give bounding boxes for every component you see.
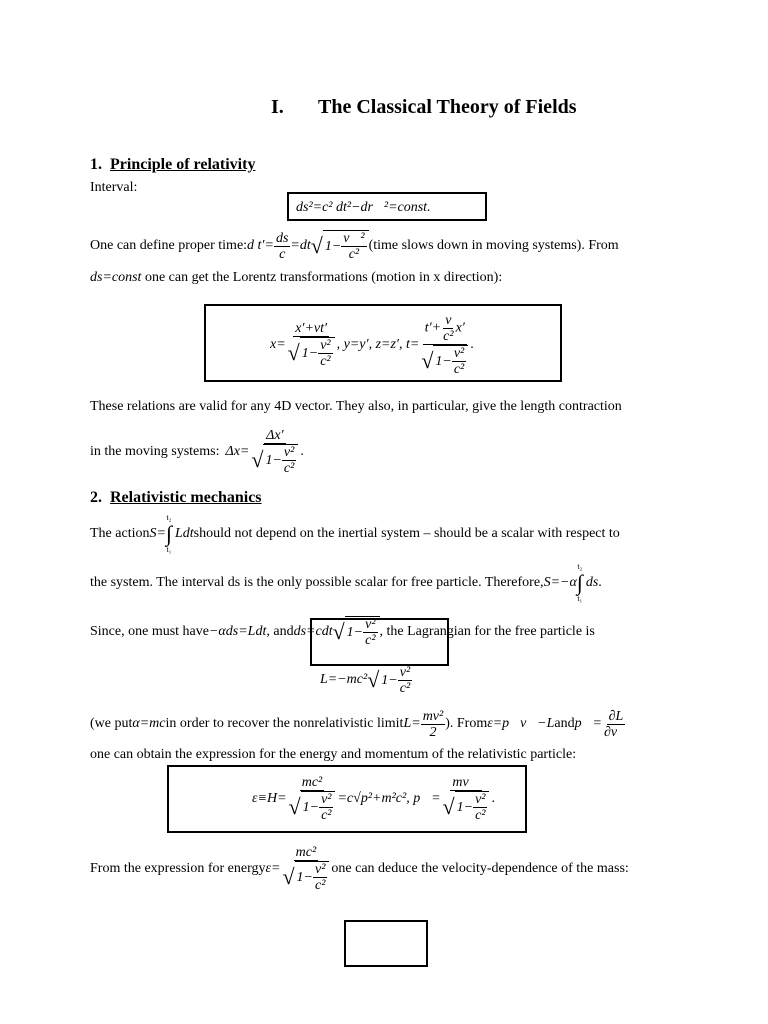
lorentz-yzt: , y=y′, z=z′, t= — [336, 337, 420, 352]
energy-momentum-intro: one can obtain the expression for the energy and momentum of the relativistic particle: — [90, 747, 577, 762]
mass-velocity-paragraph — [90, 836, 629, 902]
nonrel-mid: in order to recover the nonrelativistic limit — [165, 716, 404, 731]
mass-lead: From the expression for energy — [90, 861, 266, 876]
scalar-paragraph — [90, 560, 602, 606]
lagrangian-eq2: ds=cdt — [293, 624, 333, 639]
proper-time-lead: One can define proper time: — [90, 238, 248, 253]
length-lhs: Δx= — [225, 444, 250, 459]
ds-over-c: $\frac{ds}{c}$ — [275, 230, 289, 262]
lagrangian-sqrt: √ 1− $\frac{\text{v²}}{\text{c²}}$ — [333, 616, 380, 648]
momentum-def: p⃗= — [574, 716, 602, 731]
section-1-heading — [90, 156, 255, 174]
mass-tail: one can deduce the velocity-dependence of the mass: — [331, 861, 629, 876]
action-integral: t₂ ∫ t₁ — [165, 513, 172, 554]
nonrelativistic-paragraph — [90, 704, 630, 744]
lagrangian-lead: Since, one must have — [90, 624, 209, 639]
lorentz-x-frac: x′+vt′ √ 1− $\frac{\text{v²}}{\text{c²}}$ — [286, 321, 337, 369]
ds-const: ds=const — [90, 270, 142, 285]
lorentz-intro-paragraph — [90, 270, 502, 286]
length-period: . — [300, 444, 304, 459]
scalar-tail: . — [598, 575, 602, 590]
momentum-frac: $\frac{\partial L}{\partial v⃗}$ — [603, 708, 629, 740]
section-2-heading — [90, 489, 262, 507]
lorentz-t-frac: t′+ $\frac{v}{\text{c²}}$ x′ √ 1− $\frac{\text{v²}}{\text{c²}}$ — [419, 313, 470, 377]
lagrangian-tail: , the Lagrangian for the free particle is — [379, 624, 595, 639]
proper-time-tail: (time slows down in moving systems). From — [368, 238, 619, 253]
lagrangian-eq1: −αds=Ldt — [208, 624, 267, 639]
action-tail: should not depend on the inertial system – should be a scalar with respect to — [193, 526, 620, 541]
section-1-number: 1. — [90, 156, 102, 173]
page-title: The Classical Theory of Fields — [318, 96, 577, 118]
interval-equation: ds²=c² dt²−dr⃗²=const. — [296, 200, 431, 215]
section-2-title: Relativistic mechanics — [110, 489, 262, 506]
nonrel-eq2: L= — [403, 716, 421, 731]
length-contraction-paragraph: These relations are valid for any 4D vector. They also, in particular, give the length contraction — [90, 399, 622, 414]
lagrangian-intro-paragraph — [90, 612, 595, 652]
lorentz-equation — [270, 312, 474, 378]
scalar-integrand: ds — [585, 575, 599, 590]
scalar-eq: S=−α — [543, 575, 577, 590]
nonrel-and: and — [554, 716, 575, 731]
proper-time-lhs: d t′= — [247, 238, 274, 253]
section-1-title: Principle of relativity — [110, 156, 256, 173]
lagrangian-mid: , and — [266, 624, 294, 639]
moving-systems-line — [90, 420, 304, 484]
energy-momentum-equation: ε≡H= mc² √ 1− $\frac{\text{v²}}{\text{c²}}$ =c√p²+m²c², p⃗= mv⃗ √ 1− $\frac{\text{v²}}{\text{c²}}$ . — [252, 775, 495, 823]
proper-time-mid: =dt — [290, 238, 311, 253]
lorentz-intro-text: one can get the Lorentz transformations (motion in x direction): — [141, 270, 503, 285]
interval-label: Interval: — [90, 180, 138, 195]
energy-def: ε=p⃗v⃗−L — [487, 716, 555, 731]
nonrel-frac: $\frac{\text{mv²}}{2}$ — [422, 708, 444, 740]
proper-time-paragraph — [90, 226, 619, 266]
action-paragraph — [90, 512, 620, 556]
lorentz-period: . — [470, 337, 474, 352]
proper-time-sqrt: √ 1− $\frac{\text{v⃗²}}{\text{c²}}$ — [311, 230, 369, 262]
scalar-text: the system. The interval ds is the only possible scalar for free particle. Therefore, — [90, 575, 544, 590]
lagrangian-equation: L=−mc² √ 1− $\frac{\text{v²}}{\text{c²}}$ — [320, 660, 414, 700]
action-S: S= — [149, 526, 166, 541]
section-2-number: 2. — [90, 489, 102, 506]
action-lead: The action — [90, 526, 150, 541]
nonrel-mid2: ). From — [445, 716, 488, 731]
lorentz-x-lhs: x= — [270, 337, 286, 352]
nonrel-lead: (we put — [90, 716, 133, 731]
length-frac: Δx′ √ 1− $\frac{\text{v²}}{\text{c²}}$ — [249, 428, 300, 476]
action-integrand: Ldt — [174, 526, 194, 541]
moving-systems-text: in the moving systems: — [90, 444, 220, 459]
mass-frac: mc² √ 1− $\frac{\text{v²}}{\text{c²}}$ — [280, 845, 331, 893]
scalar-integral: t₂ ∫ t₁ — [576, 562, 583, 603]
mass-eq: ε= — [265, 861, 281, 876]
empty-equation-box — [344, 920, 428, 967]
nonrel-eq1: α=mc — [132, 716, 166, 731]
title-numeral: I. — [271, 96, 284, 118]
